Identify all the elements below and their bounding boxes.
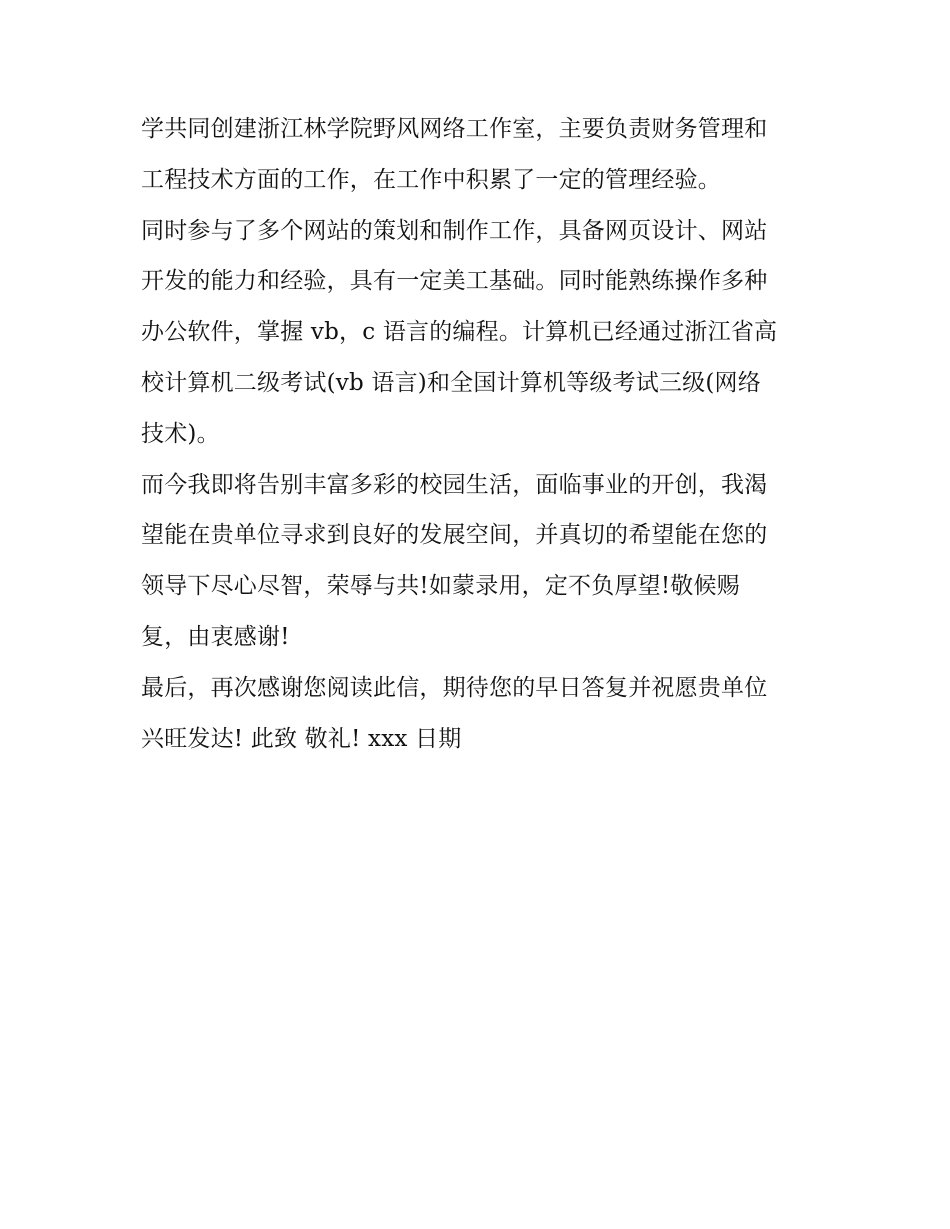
text-line: 最后，再次感谢您阅读此信，期待您的早日答复并祝愿贵单位 [141, 674, 768, 701]
text-line: 学共同创建浙江林学院野风网络工作室，主要负责财务管理和 [141, 116, 768, 142]
text-line: 望能在贵单位寻求到良好的发展空间，并真切的希望能在您的 [141, 522, 768, 549]
text-line: 校计算机二级考试(vb 语言)和全国计算机等级考试三级(网络 [141, 369, 761, 396]
text-line: 办公软件，掌握 vb，c 语言的编程。计算机已经通过浙江省高 [141, 319, 778, 346]
text-line: 开发的能力和经验，具有一定美工基础。同时能熟练操作多种 [141, 268, 768, 295]
text-line: 兴旺发达! 此致 敬礼! xxx 日期 [141, 725, 462, 752]
letter-body [141, 104, 821, 764]
text-line: 技术)。 [141, 420, 220, 447]
text-line: 领导下尽心尽智，荣辱与共!如蒙录用，定不负厚望!敬候赐 [141, 573, 740, 600]
text-line: 复，由衷感谢! [141, 623, 290, 650]
text-line: 而今我即将告别丰富多彩的校园生活，面临事业的开创，我渴 [141, 471, 768, 498]
text-line: 工程技术方面的工作，在工作中积累了一定的管理经验。 [141, 166, 721, 193]
text-line: 同时参与了多个网站的策划和制作工作，具备网页设计、网站 [141, 217, 768, 244]
